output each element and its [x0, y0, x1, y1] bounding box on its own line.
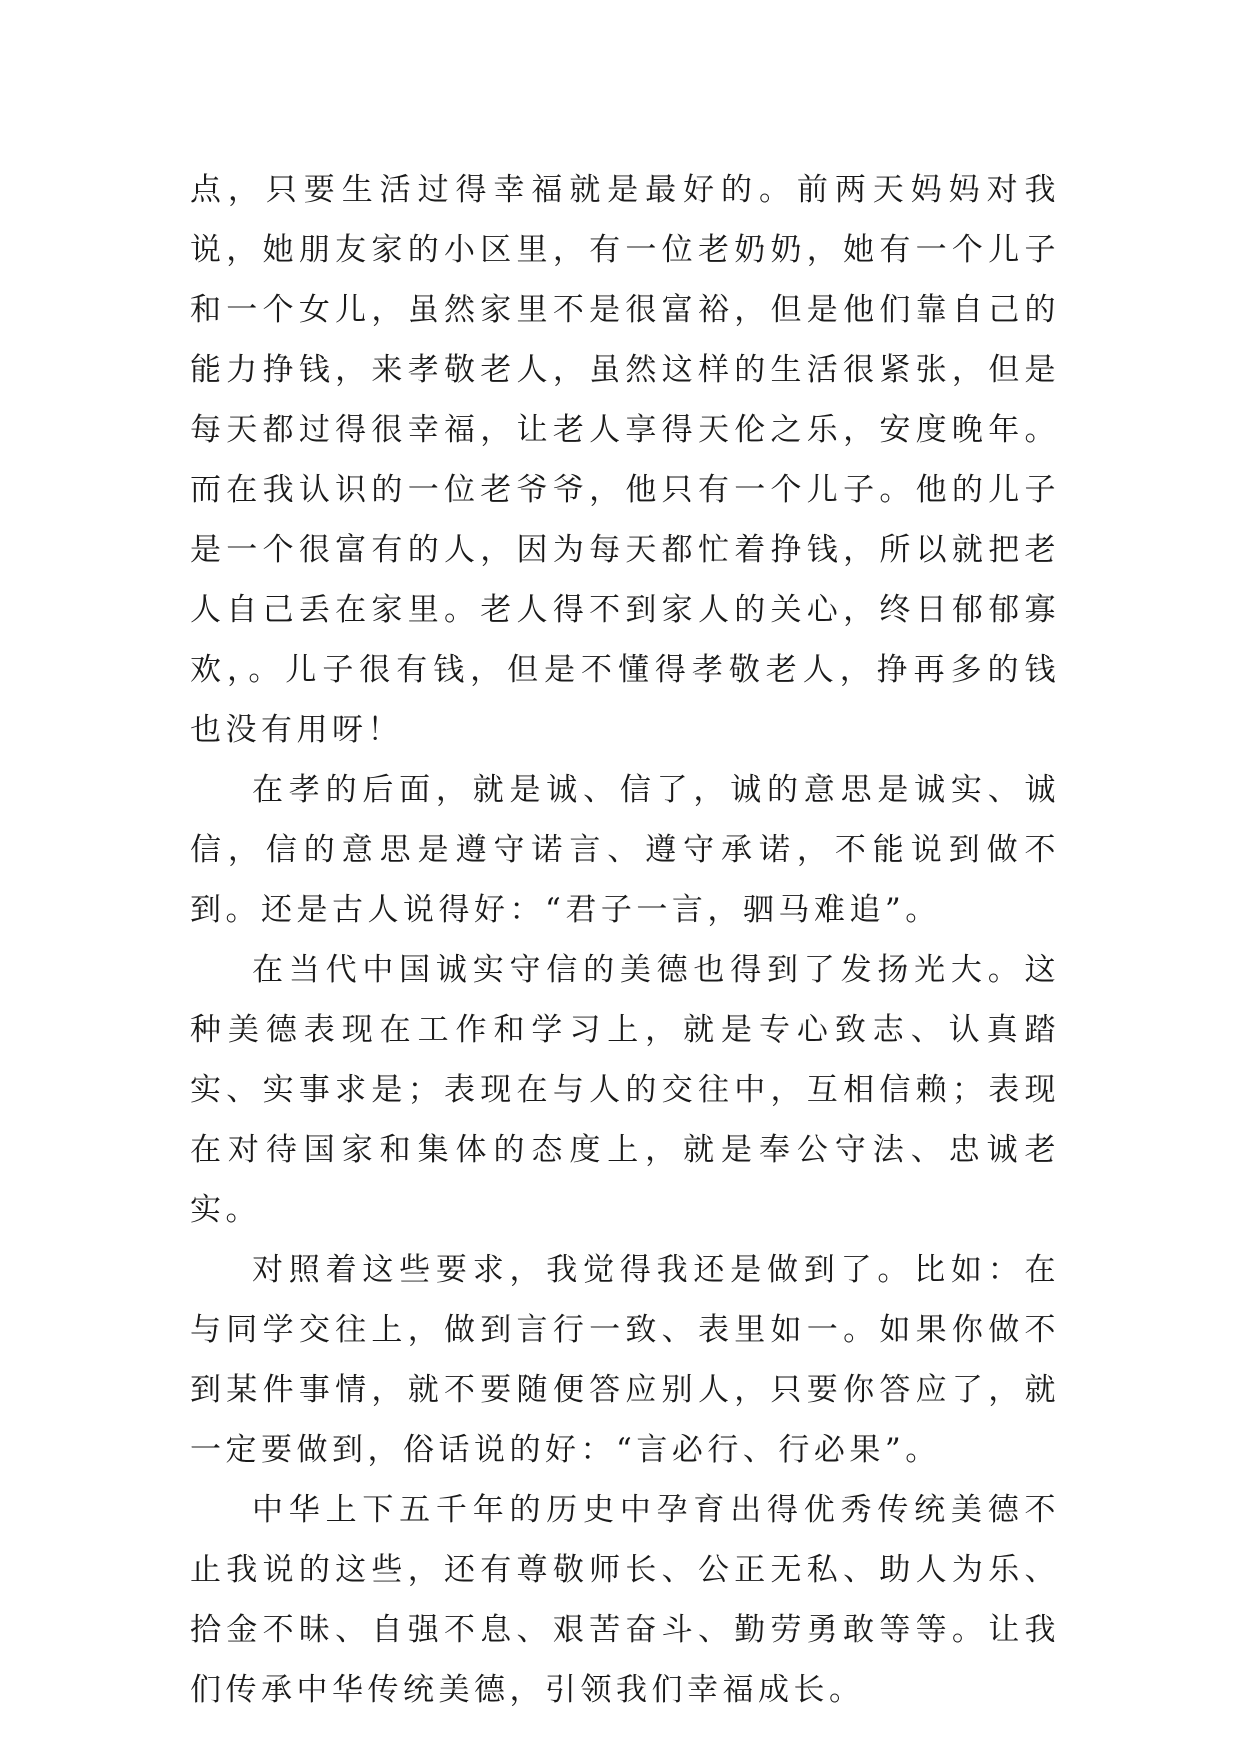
paragraph-3: 在当代中国诚实守信的美德也得到了发扬光大。这种美德表现在工作和学习上，就是专心致志、认真踏实、实事求是；表现在与人的交往中，互相信赖；表现在对待国家和集体的态度上，就是奉公守法、忠诚老实。	[190, 952, 1060, 1228]
paragraph-4: 对照着这些要求，我觉得我还是做到了。比如：在与同学交往上，做到言行一致、表里如一。如果你做不到某件事情，就不要随便答应别人，只要你答应了，就一定要做到，俗话说的好：“言必行、行必果”。	[190, 1252, 1060, 1468]
document-body	[190, 160, 1060, 1720]
paragraph-1: 点，只要生活过得幸福就是最好的。前两天妈妈对我说，她朋友家的小区里，有一位老奶奶，她有一个儿子和一个女儿，虽然家里不是很富裕，但是他们靠自己的能力挣钱，来孝敬老人，虽然这样的生活很紧张，但是每天都过得很幸福，让老人享得天伦之乐，安度晚年。而在我认识的一位老爷爷，他只有一个儿子。他的儿子是一个很富有的人，因为每天都忙着挣钱，所以就把老人自己丢在家里。老人得不到家人的关心，终日郁郁寡欢，。儿子很有钱，但是不懂得孝敬老人，挣再多的钱也没有用呀！	[190, 172, 1060, 748]
paragraph-5: 中华上下五千年的历史中孕育出得优秀传统美德不止我说的这些，还有尊敬师长、公正无私、助人为乐、拾金不昧、自强不息、艰苦奋斗、勤劳勇敢等等。让我们传承中华传统美德，引领我们幸福成长。	[190, 1492, 1060, 1708]
paragraph-2: 在孝的后面，就是诚、信了，诚的意思是诚实、诚信，信的意思是遵守诺言、遵守承诺，不能说到做不到。还是古人说得好：“君子一言，驷马难追”。	[190, 772, 1060, 928]
